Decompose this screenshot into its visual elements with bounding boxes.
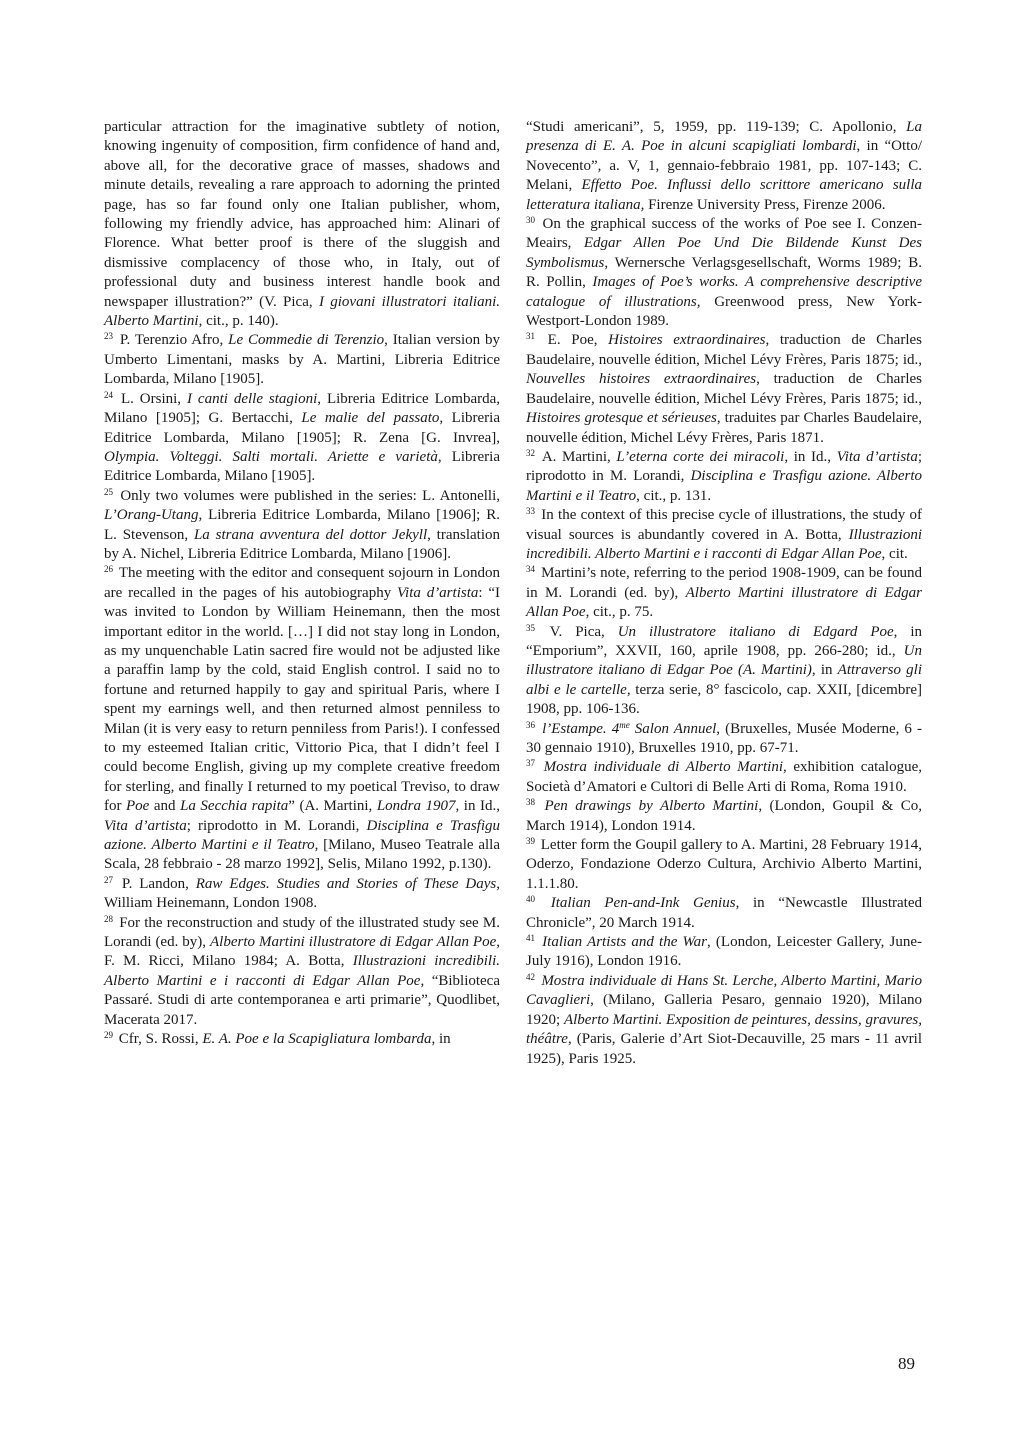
footnote-title: E. A. Poe e la Scapigliatura lombarda: [202, 1031, 432, 1048]
footnote-number: 41: [526, 933, 535, 944]
footnote-title: Images of Poe’s works. A comprehensive descriptive catalogue of illustrations,: [526, 274, 922, 310]
footnote-text: , in: [431, 1031, 451, 1048]
footnote-title: Attraverso gli albi e le cartelle: [526, 662, 922, 698]
footnote-29: [104, 1030, 500, 1049]
footnote-28: [104, 914, 500, 1030]
footnote-number: 23: [104, 331, 113, 342]
footnote-number: 36: [526, 719, 535, 730]
footnote-text: , traduites par Charles Baudelaire, nouvelle édition, Michel Lévy Frères, Paris 1871.: [526, 410, 922, 446]
footnote-title: Italian Artists and the War: [542, 934, 707, 951]
footnote-title: Edgar Allen Poe Und Die Bildende Kunst Des Symbolismus: [526, 235, 922, 271]
footnote-text: , in: [811, 662, 838, 679]
footnote-title: Un illustratore italiano di Edgar Poe (A. Martini): [526, 642, 922, 679]
footnote-title: Effetto Poe. Influssi dello scrittore americano sulla letteratura italiana,: [526, 177, 922, 213]
footnote-text: , (Milano, Galleria Pesaro, gennaio 1920), Milano 1920;: [526, 992, 922, 1028]
footnote-text: E. Poe,: [547, 332, 609, 349]
footnote-31: [526, 331, 922, 447]
footnote-text: For the reconstruction and study of the illustrated study see M. Lorandi (ed. by),: [104, 914, 501, 951]
footnote-text: , cit.: [881, 545, 908, 562]
footnote-text: ; riprodotto in M. Lorandi,: [186, 817, 367, 834]
footnote-text: , (London, Leicester Gallery, June-July 1916), London 1916.: [526, 934, 923, 970]
footnote-text: A. Martini,: [541, 448, 617, 465]
footnote-text: , in “Emporium”, XXVII, 160, aprile 1908, pp. 266-280; id.,: [526, 623, 923, 659]
footnote-superscript: me: [619, 719, 630, 730]
footnote-text: and: [149, 798, 181, 815]
footnote-number: 37: [526, 758, 535, 769]
footnote-32: [526, 448, 922, 506]
footnote-title: Le Commedie di Terenzio: [228, 332, 385, 349]
footnote-text: , traduction de Charles Baudelaire, nouvelle édition, Michel Lévy Frères, Paris 1875; id.,: [526, 332, 923, 368]
footnote-title: Alberto Martini. Exposition de peintures, dessins, gravures, théâtre: [526, 1011, 923, 1048]
footnote-title: I canti delle stagioni: [186, 390, 318, 407]
footnote-title: Le malie del passato: [301, 410, 440, 427]
footnote-text: , (London, Goupil & Co, March 1914), London 1914.: [526, 798, 922, 834]
footnote-title: Vita d’artista: [104, 817, 187, 834]
page-number: 89: [898, 1354, 915, 1373]
footnote-23: [104, 331, 500, 389]
footnote-text: Greenwood press, New York- Westport-London 1989.: [526, 293, 922, 330]
footnote-text: ; riprodotto in M. Lorandi,: [526, 448, 922, 485]
footnote-number: 31: [526, 331, 535, 342]
footnote-39: [526, 836, 922, 894]
right-column: [526, 118, 922, 1069]
footnote-30: [526, 215, 922, 331]
footnote-38: [526, 797, 922, 836]
footnote-title: Pen drawings by Alberto Martini: [544, 798, 759, 815]
footnote-42: [526, 972, 922, 1069]
footnote-34: [526, 564, 922, 622]
footnote-27: [104, 875, 500, 914]
footnote-title: Vita d’artista: [836, 448, 918, 465]
footnote-title: Londra 1907: [376, 798, 456, 815]
footnote-41: [526, 933, 922, 972]
footnote-title: Mostra individuale di Alberto Martini: [543, 759, 784, 776]
footnote-text: , translation by A. Nichel, Libreria Editrice Lombarda, Milano [1906].: [104, 526, 500, 562]
intro-text-end: , cit., p. 140).: [198, 313, 279, 330]
footnote-33: [526, 506, 922, 564]
footnote-title: La Secchia rapita: [180, 798, 289, 815]
footnote-title: l’Estampe. 4: [542, 720, 620, 737]
footnote-number: 30: [526, 215, 535, 226]
footnote-title: Un illustratore italiano di Edgard Poe: [617, 623, 894, 640]
footnote-number: 33: [526, 506, 535, 517]
footnote-text: , Italian version by Umberto Limentani, masks by A. Martini, Libreria Editrice Lombarda, Milano [1905].: [104, 332, 501, 388]
footnote-number: 35: [526, 622, 535, 633]
footnote-text: , Libreria Editrice Lombarda, Milano [1905]; G. Bertacchi,: [104, 390, 501, 427]
footnote-title: L’Orang-Utang: [104, 507, 199, 524]
footnote-text: , Libreria Editrice Lombarda, Milano [1906]; R. L. Stevenson,: [104, 507, 500, 543]
footnote-text: , in Id.,: [455, 798, 500, 815]
footnote-text: ” (A. Martini,: [288, 798, 377, 815]
footnote-title: Histoires extraordinaires: [608, 332, 766, 349]
footnote-text: Cfr, S. Rossi,: [118, 1031, 203, 1048]
footnote-text: , exhibition catalogue, Società d’Amatori e Cultori di Belle Arti di Roma, Roma 1910.: [526, 759, 922, 795]
footnote-40: [526, 894, 922, 933]
footnote-text: , terza serie, 8° fascicolo, cap. XXII, [dicembre] 1908, pp. 106-136.: [526, 681, 922, 718]
footnote-text: , [Milano, Museo Teatrale alla Scala, 28 febbraio - 28 marzo 1992], Selis, Milano 1992, p.130).: [104, 837, 500, 873]
footnote-number: 27: [104, 874, 113, 885]
intro-italic: I giovani illustratori italiani. Alberto Martini: [104, 293, 501, 330]
footnote-25: [104, 487, 500, 565]
footnote-number: 38: [526, 797, 535, 808]
footnote-text: , in Id.,: [784, 448, 837, 465]
footnote-text: , in “Newcastle Illustrated Chronicle”, 20 March 1914.: [526, 895, 923, 931]
footnote-number: 26: [104, 564, 113, 575]
footnote-text: Martini’s note, referring to the period 1908-1909, can be found in M. Lorandi (ed. by),: [526, 565, 922, 601]
footnote-title: Illustrazioni incredibili. Alberto Martini e i racconti di Edgar Allan Poe: [526, 526, 922, 562]
footnote-text: The meeting with the editor and consequent sojourn in London are recalled in the pages of his autobiography: [104, 565, 500, 601]
footnote-text: V. Pica,: [549, 623, 618, 640]
footnote-36: [526, 720, 922, 759]
footnote-text: , F. M. Ricci, Milano 1984; A. Botta,: [104, 934, 500, 970]
footnote-title: Nouvelles histoires extraordinaires: [526, 371, 757, 388]
footnote-title: Histoires grotesque et sérieuses: [526, 410, 717, 427]
footnote-text: Only two volumes were published in the series: L. Antonelli,: [120, 487, 500, 504]
footnote-title: Poe: [126, 798, 150, 815]
footnote-text: , “Biblioteca Passaré. Studi di arte contemporanea e arti primarie”, Quodlibet, Macerata 2017.: [104, 972, 501, 1028]
footnote-37: [526, 758, 922, 797]
footnote-number: 42: [526, 971, 535, 982]
footnote-text: P. Landon,: [121, 875, 196, 892]
footnote-text: , Libreria Editrice Lombarda, Milano [1905]; R. Zena [G. Invrea],: [104, 410, 500, 446]
footnote-text: , in “Otto/ Novecento”, a. V, 1, gennaio-febbraio 1981, pp. 107-143; C. Melani,: [526, 138, 922, 194]
footnote-text: , William Heinemann, London 1908.: [104, 875, 500, 912]
footnote-text: P. Terenzio Afro,: [119, 332, 229, 349]
footnote-text: L. Orsini,: [120, 390, 187, 407]
footnote-title: Olympia. Volteggi. Salti mortali. Ariette e varietà: [104, 448, 438, 465]
footnote-number: 40: [526, 894, 535, 905]
footnote-text: Firenze University Press, Firenze 2006.: [644, 196, 886, 213]
footnote-text: , Libreria Editrice Lombarda, Milano [1905].: [104, 448, 500, 485]
footnote-title: Mostra individuale di Hans St. Lerche, Alberto Martini, Mario Cavaglieri: [526, 972, 923, 1009]
footnote-number: 25: [104, 486, 113, 497]
footnote-title: Italian Pen-and-Ink Genius: [550, 895, 736, 912]
footnote-number: 28: [104, 913, 113, 924]
footnote-text: In the context of this precise cycle of illustrations, the study of visual sources is abundantly covered in A. Botta,: [526, 507, 923, 543]
footnote-text: Letter form the Goupil gallery to A. Martini, 28 February 1914, Oderzo, Fondazione Oderzo Cultura, Archivio Alberto Martini, 1.1.1.80.: [526, 837, 923, 892]
footnote-text: , cit., p. 131.: [636, 487, 712, 504]
footnote-35: [526, 623, 922, 720]
footnote-text: , cit., p. 75.: [585, 604, 654, 621]
intro-paragraph: [104, 118, 500, 331]
footnote-number: 29: [104, 1030, 113, 1041]
footnote-text: , traduction de Charles Baudelaire, nouvelle édition, Michel Lévy Frères, Paris 1875; id.,: [526, 371, 923, 407]
footnote-title: Disciplina e Trasfigu azione. Alberto Martini e il Teatro: [104, 817, 500, 854]
footnote-24: [104, 390, 500, 487]
footnote-text: : “I was invited to London by William Heinemann, then the most important editor in the world. […] I did not stay long in London, as my unquenchable Latin sacred fire would not be adjusted like a paraffin lamp by the cold, staid English control. I said no to fortune and returned happily to gay and spiritual Paris, where I spent my earnings well, and then returned almost penniless to Milan (it is very easy to return penniless from Paris!). I confessed to my esteemed Italian critic, Vittorio Pica, that I didn’t feel I could become English, giving up my complete creative freedom for sterling, and finally I returned to my poetical Treviso, to draw for: [104, 584, 500, 815]
footnote-title: Raw Edges. Studies and Stories of These Days: [195, 875, 497, 892]
footnote-title: Illustrazioni incredibili. Alberto Martini e i racconti di Edgar Allan Poe: [104, 953, 500, 989]
footnote-title: Vita d’artista: [397, 584, 479, 601]
left-column: [104, 118, 500, 1050]
footnote-text: On the graphical success of the works of Poe see I. Conzen-Meairs,: [526, 216, 923, 252]
footnote-title: L’eterna corte dei miracoli: [616, 448, 785, 465]
footnote-26: [104, 564, 500, 875]
footnote-title: Disciplina e Trasfigu azione. Alberto Martini e il Teatro: [526, 468, 922, 504]
footnote-title: Salon Annuel: [629, 720, 717, 737]
intro-text: particular attraction for the imaginative subtlety of notion, knowing ingenuity of composition, firm confidence of hand and, above all, for the decorative grace of masses, shadows and minute details, revealing a rare approach to adorning the printed page, has so far found only one Italian publisher, whom, following my friendly advice, has approached him: Alinari of Florence. What better proof is there of the sluggish and dismissive complacency of those who, in Italy, out of professional duty and business interest handle book and newspaper illustration?” (V. Pica,: [104, 119, 500, 310]
footnote-text: “Studi americani”, 5, 1959, pp. 119-139; C. Apollonio,: [526, 119, 907, 135]
footnote-number: 32: [526, 447, 535, 458]
footnote-text: , (Paris, Galerie d’Art Siot-Decauville, 25 mars - 11 avril 1925), Paris 1925.: [526, 1031, 922, 1067]
footnote-title: La strana avventura del dottor Jekyll: [193, 526, 428, 543]
footnote-title: Alberto Martini illustratore di Edgar Allan Poe: [526, 584, 922, 621]
footnote-text: , (Bruxelles, Musée Moderne, 6 - 30 gennaio 1910), Bruxelles 1910, pp. 67-71.: [526, 720, 922, 756]
footnote-text: , Wernersche Verlagsgesellschaft, Worms 1989; B. R. Pollin,: [526, 254, 922, 291]
footnote-title: La presenza di E. A. Poe in alcuni scapigliati lombardi: [526, 119, 922, 155]
footnote-29-continued: [526, 118, 922, 215]
footnote-number: 24: [104, 389, 113, 400]
footnote-number: 34: [526, 564, 535, 575]
footnote-number: 39: [526, 836, 535, 847]
footnote-title: Alberto Martini illustratore di Edgar Allan Poe: [210, 934, 497, 951]
